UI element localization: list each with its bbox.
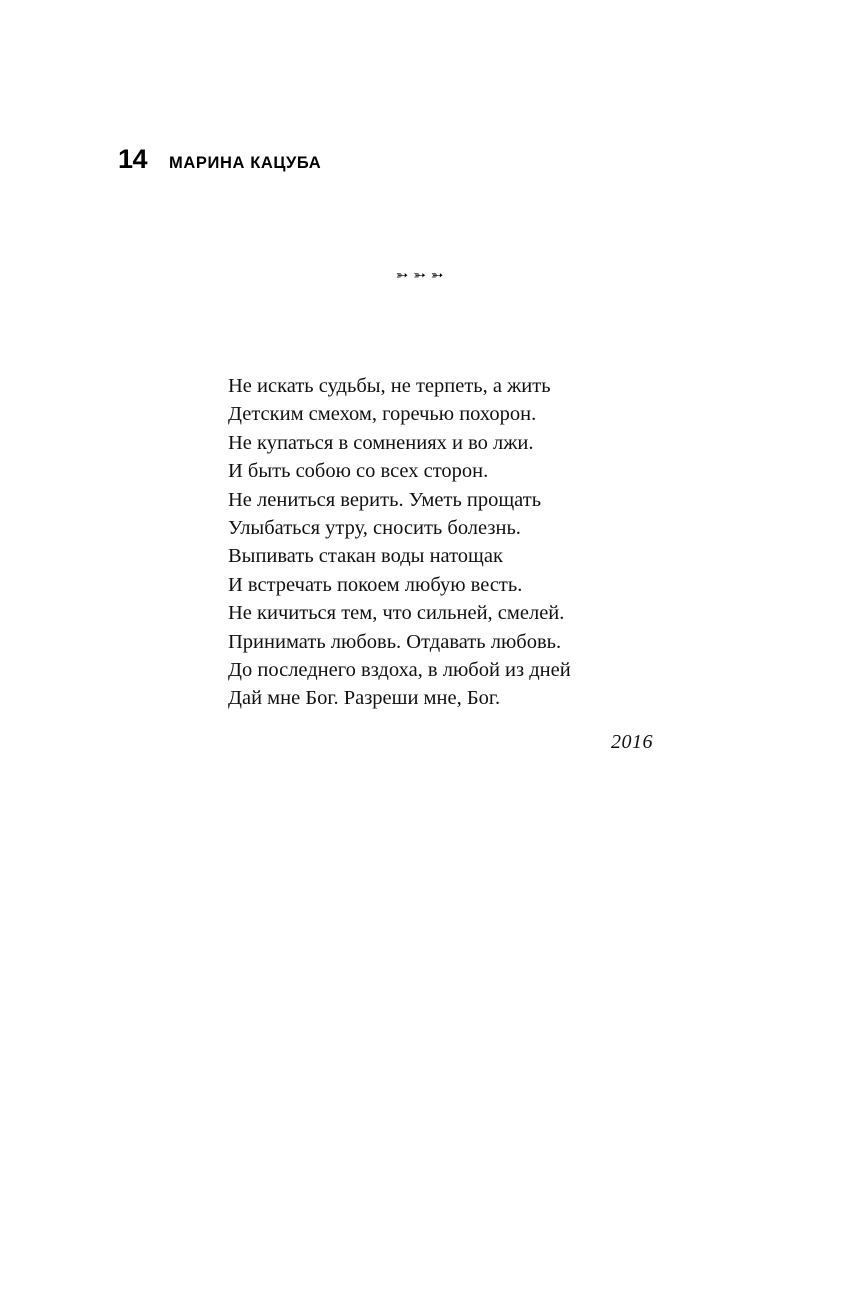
poem-line: И быть собою со всех сторон. <box>228 460 489 483</box>
author-name: МАРИНА КАЦУБА <box>169 154 322 172</box>
poem-line: Не кичиться тем, что сильней, смелей. <box>228 602 565 625</box>
running-head <box>118 146 321 173</box>
poem-line: Принимать любовь. Отдавать любовь. <box>228 630 562 653</box>
poem-block <box>228 372 658 754</box>
poem-line: Не лениться верить. Уметь прощать <box>228 488 542 511</box>
poem-line: Выпивать стакан воды натощак <box>228 545 503 568</box>
page-number: 14 <box>118 144 148 174</box>
poem-line: И встречать покоем любую весть. <box>228 573 523 596</box>
poem-line: Улыбаться утру, сносить болезнь. <box>228 517 521 540</box>
poem-date: 2016 <box>611 730 653 753</box>
poem-line: Не искать судьбы, не терпеть, а жить <box>228 375 551 397</box>
poem-line: Не купаться в сомнениях и во лжи. <box>228 431 534 454</box>
poem-line: До последнего вздоха, в любой из дней <box>228 659 571 682</box>
section-ornament: ➳➳➳ <box>395 266 449 284</box>
poem-line: Детским смехом, горечью похорон. <box>228 403 537 426</box>
poem-line: Дай мне Бог. Разреши мне, Бог. <box>228 687 501 710</box>
